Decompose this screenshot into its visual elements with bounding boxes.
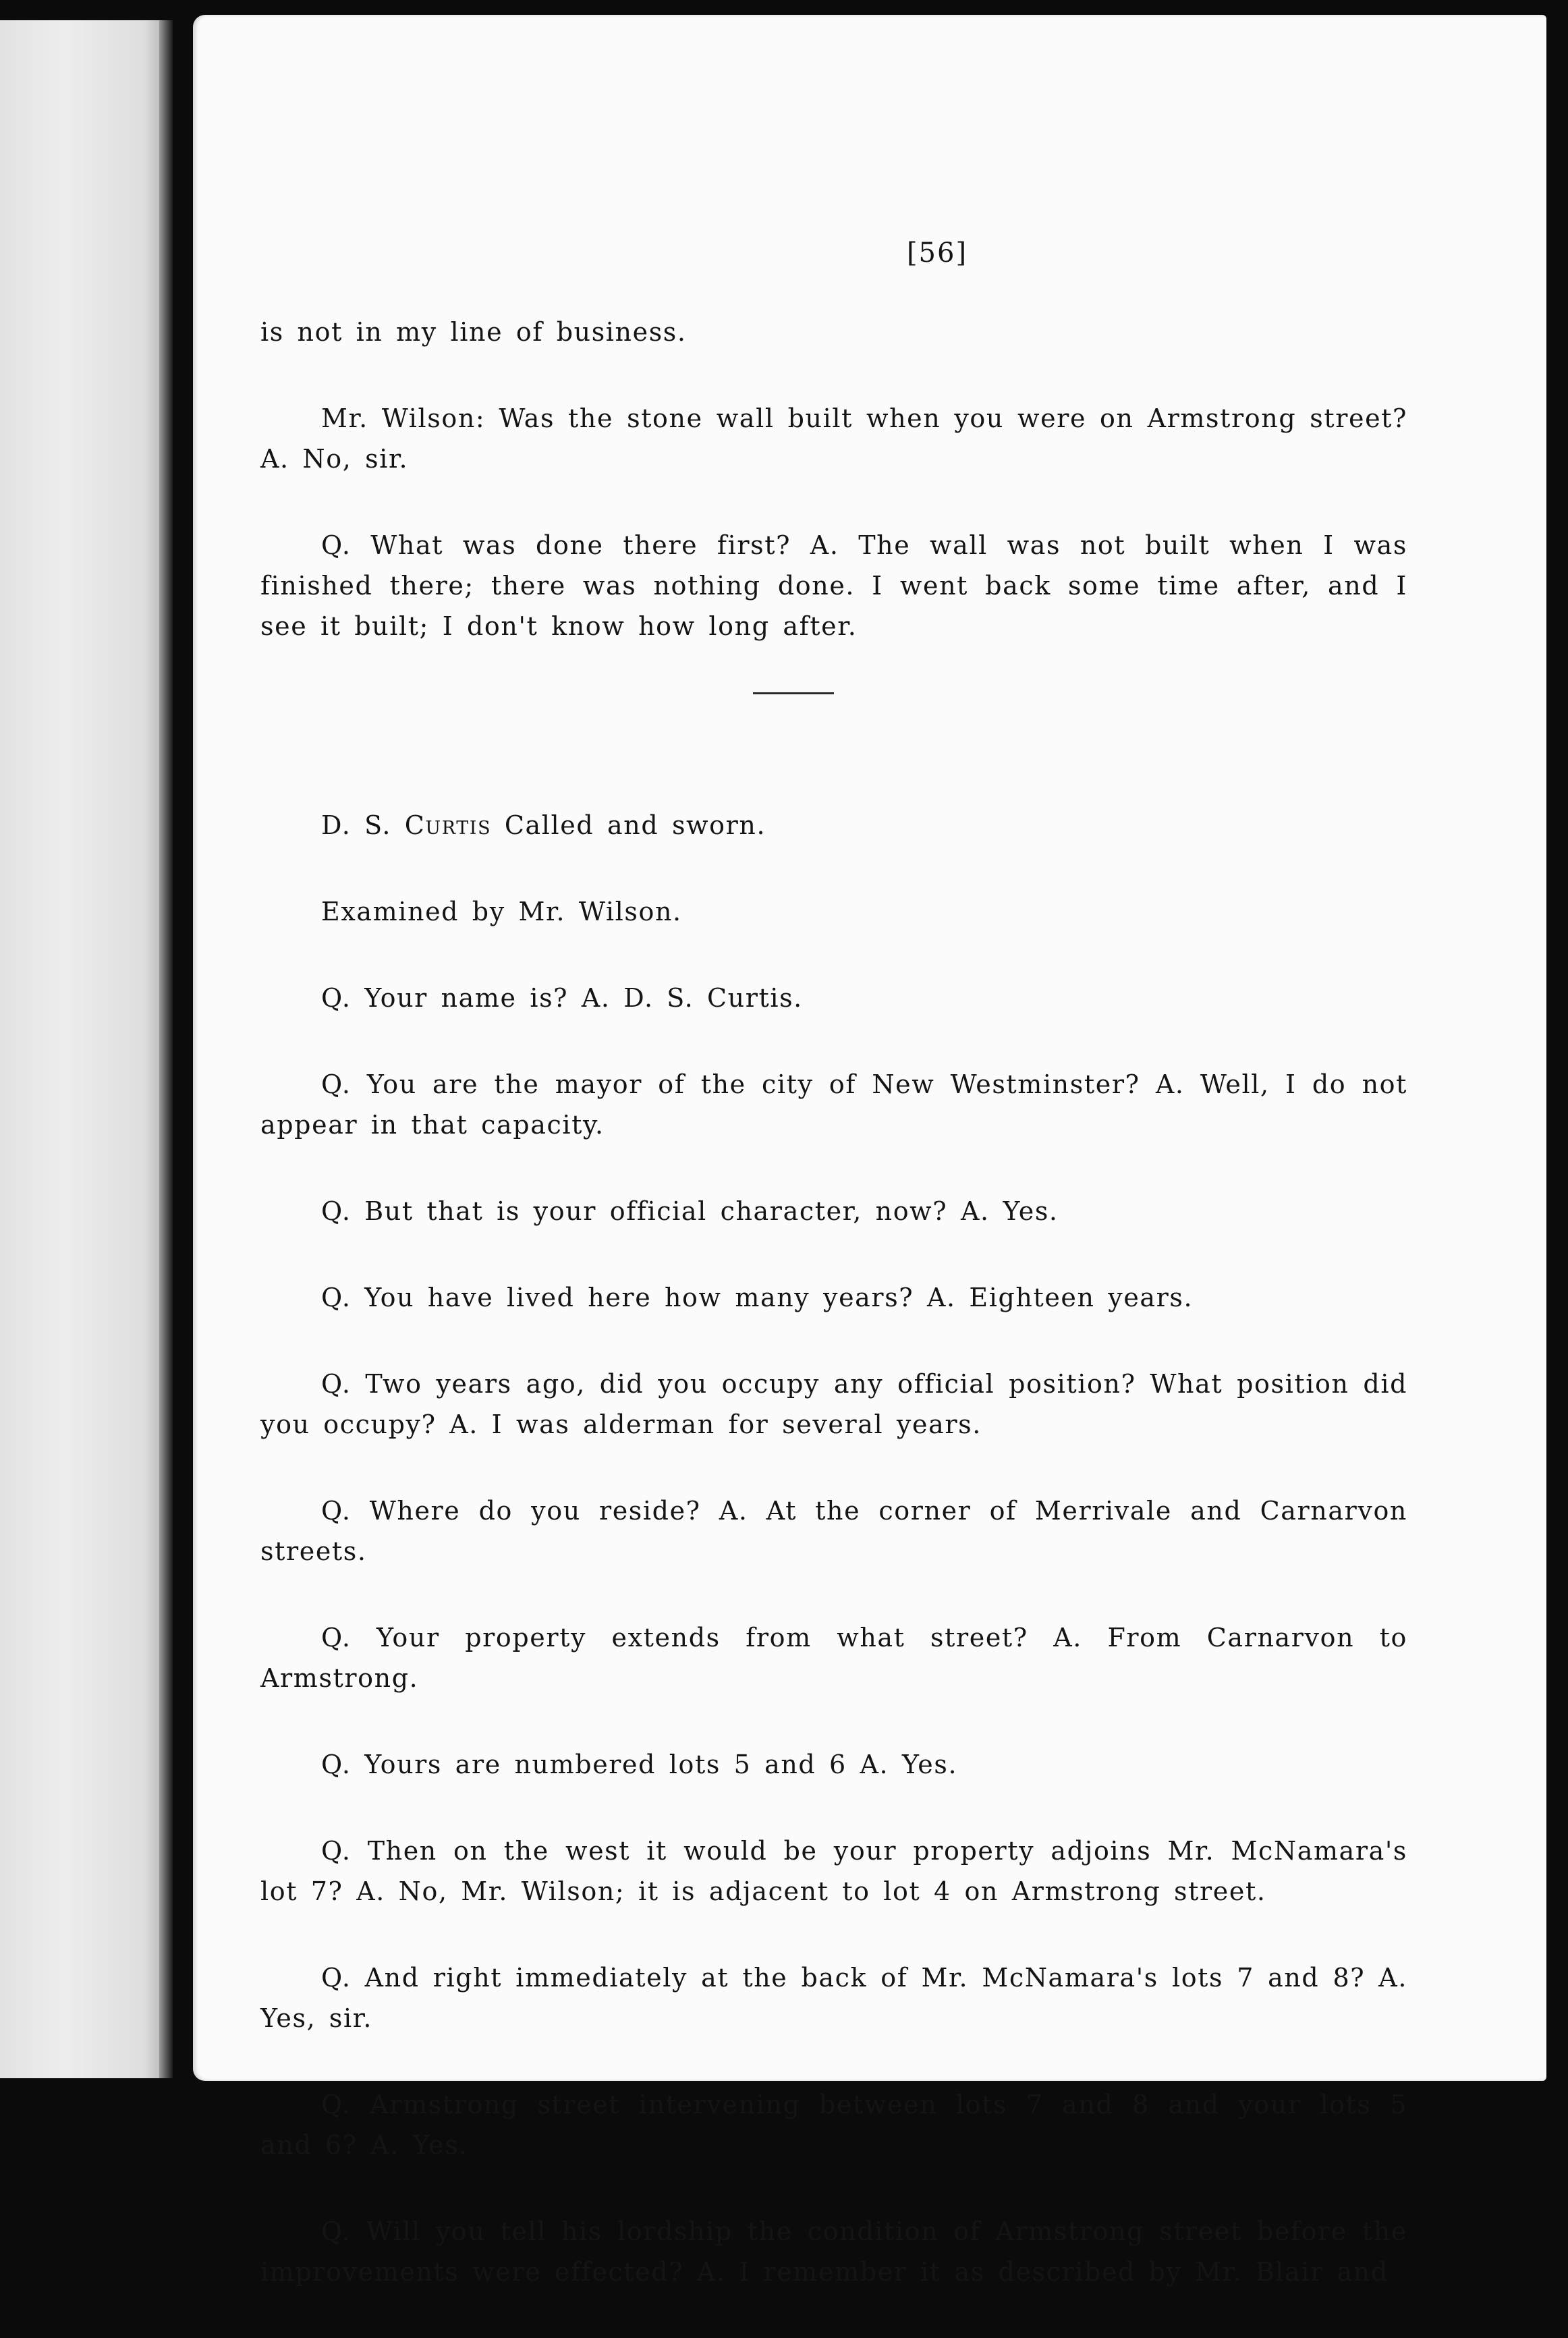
qa-paragraph: Q. You are the mayor of the city of New Westminster? A. Well, I do not appear in that capacity.	[260, 1069, 1407, 1140]
qa-paragraph: Q. Armstrong street intervening between lots 7 and 8 and your lots 5 and 6? A. Yes.	[260, 2090, 1407, 2160]
qa-paragraph: Q. Your name is? A. D. S. Curtis.	[321, 983, 803, 1013]
testimony-paragraph: Q. What was done there first? A. The wall was not built when I was finished there; there was nothing done. I went back some time after, and I see it built; I don't know how long after.	[260, 530, 1407, 641]
book-gutter-shadow	[159, 20, 173, 2078]
qa-paragraph: Q. Two years ago, did you occupy any official position? What position did you occupy? A. I was alderman for several years.	[260, 1369, 1407, 1439]
continuation-line: is not in my line of business.	[260, 317, 687, 347]
testimony-paragraph: Mr. Wilson: Was the stone wall built when you were on Armstrong street? A. No, sir.	[260, 403, 1407, 474]
witness-initials: D. S.	[321, 810, 392, 840]
document-page	[193, 15, 1546, 2287]
page-number: [56]	[906, 238, 968, 269]
qa-paragraph: Q. But that is your official character, now? A. Yes.	[321, 1196, 1059, 1226]
examined-by-line: Examined by Mr. Wilson.	[321, 897, 682, 926]
left-page-edge	[0, 20, 161, 2078]
qa-paragraph: Q. Yours are numbered lots 5 and 6 A. Yes.	[321, 1750, 958, 1779]
witness-heading	[260, 805, 1407, 845]
section-gap	[260, 694, 1407, 805]
witness-status: Called and sworn.	[504, 810, 766, 840]
qa-paragraph: Q. Your property extends from what street? A. From Carnarvon to Armstrong.	[260, 1623, 1407, 1693]
qa-paragraph: Q. You have lived here how many years? A. Eighteen years.	[321, 1283, 1194, 1312]
qa-paragraph: Q. Then on the west it would be your property adjoins Mr. McNamara's lot 7? A. No, Mr. Wilson; it is adjacent to lot 4 on Armstrong street.	[260, 1836, 1407, 1906]
qa-paragraph: Q. Will you tell his lordship the condition of Armstrong street before the improvements were effected? A. I remember it as described by Mr. Blair and	[260, 2217, 1407, 2287]
qa-paragraph: Q. And right immediately at the back of Mr. McNamara's lots 7 and 8? A. Yes, sir.	[260, 1963, 1407, 2033]
witness-surname: Curtis	[404, 810, 492, 840]
page-body	[260, 312, 1407, 2338]
qa-paragraph: Q. Where do you reside? A. At the corner of Merrivale and Carnarvon streets.	[260, 1496, 1407, 1566]
